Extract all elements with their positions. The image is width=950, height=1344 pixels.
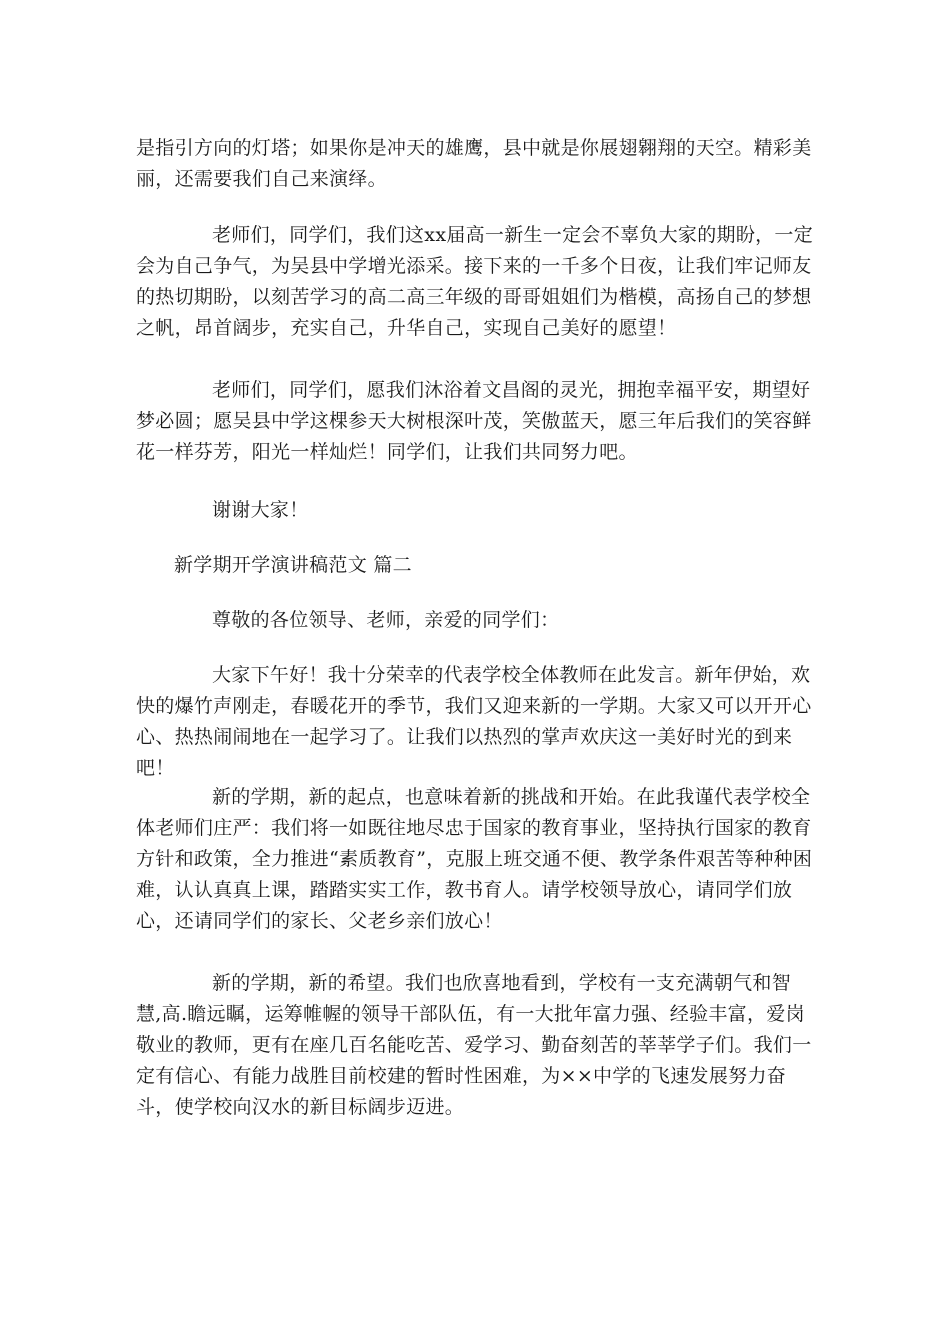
section-heading: 新学期开学演讲稿范文 篇二 [174, 554, 412, 576]
paragraph-pledge: 老师们，同学们，我们这xx届高一新生一定会不辜负大家的期盼，一定会为自己争气，为吴县中学增光添采。接下来的一千多个日夜，让我们牢记师友的热切期盼，以刻苦学习的高二高三年级的哥哥姐姐们为楷模，高扬自己的梦想之帆，昂首阔步，充实自己，升华自己，实现自己美好的愿望！ [136, 224, 814, 339]
paragraph-wishes: 老师们，同学们，愿我们沐浴着文昌阁的灵光，拥抱幸福平安，期望好梦必圆；愿吴县中学这棵参天大树根深叶茂，笑傲蓝天，愿三年后我们的笑容鲜花一样芬芳，阳光一样灿烂！同学们，让我们共同努力吧。 [136, 379, 812, 463]
salutation: 尊敬的各位领导、老师，亲爱的同学们： [212, 609, 560, 631]
paragraph-continuation: 是指引方向的灯塔；如果你是冲天的雄鹰，县中就是你展翅翱翔的天空。精彩美丽，还需要我们自己来演绎。 [136, 137, 812, 190]
paragraph-thanks: 谢谢大家！ [212, 499, 309, 521]
paragraph-new-hope: 新的学期，新的希望。我们也欣喜地看到，学校有一支充满朝气和智慧,高.瞻远瞩，运筹帷幄的领导干部队伍，有一大批年富力强、经验丰富，爱岗敬业的教师，更有在座几百名能吃苦、爱学习、勤奋刻苦的莘莘学子们。我们一定有信心、有能力战胜目前校建的暂时性困难，为××中学的飞速发展努力奋斗，使学校向汉水的新目标阔步迈进。 [136, 972, 812, 1118]
paragraph-greeting: 大家下午好！我十分荣幸的代表学校全体教师在此发言。新年伊始，欢快的爆竹声刚走，春暖花开的季节，我们又迎来新的一学期。大家又可以开开心心、热热闹闹地在一起学习了。让我们以热烈的掌声欢庆这一美好时光的到来吧！ [136, 664, 812, 779]
paragraph-new-start: 新的学期，新的起点，也意味着新的挑战和开始。在此我谨代表学校全体老师们庄严：我们将一如既往地尽忠于国家的教育事业，坚持执行国家的教育方针和政策，全力推进“素质教育”，克服上班交通不便、教学条件艰苦等种种困难，认认真真上课，踏踏实实工作，教书育人。请学校领导放心，请同学们放心，还请同学们的家长、父老乡亲们放心！ [136, 786, 813, 932]
